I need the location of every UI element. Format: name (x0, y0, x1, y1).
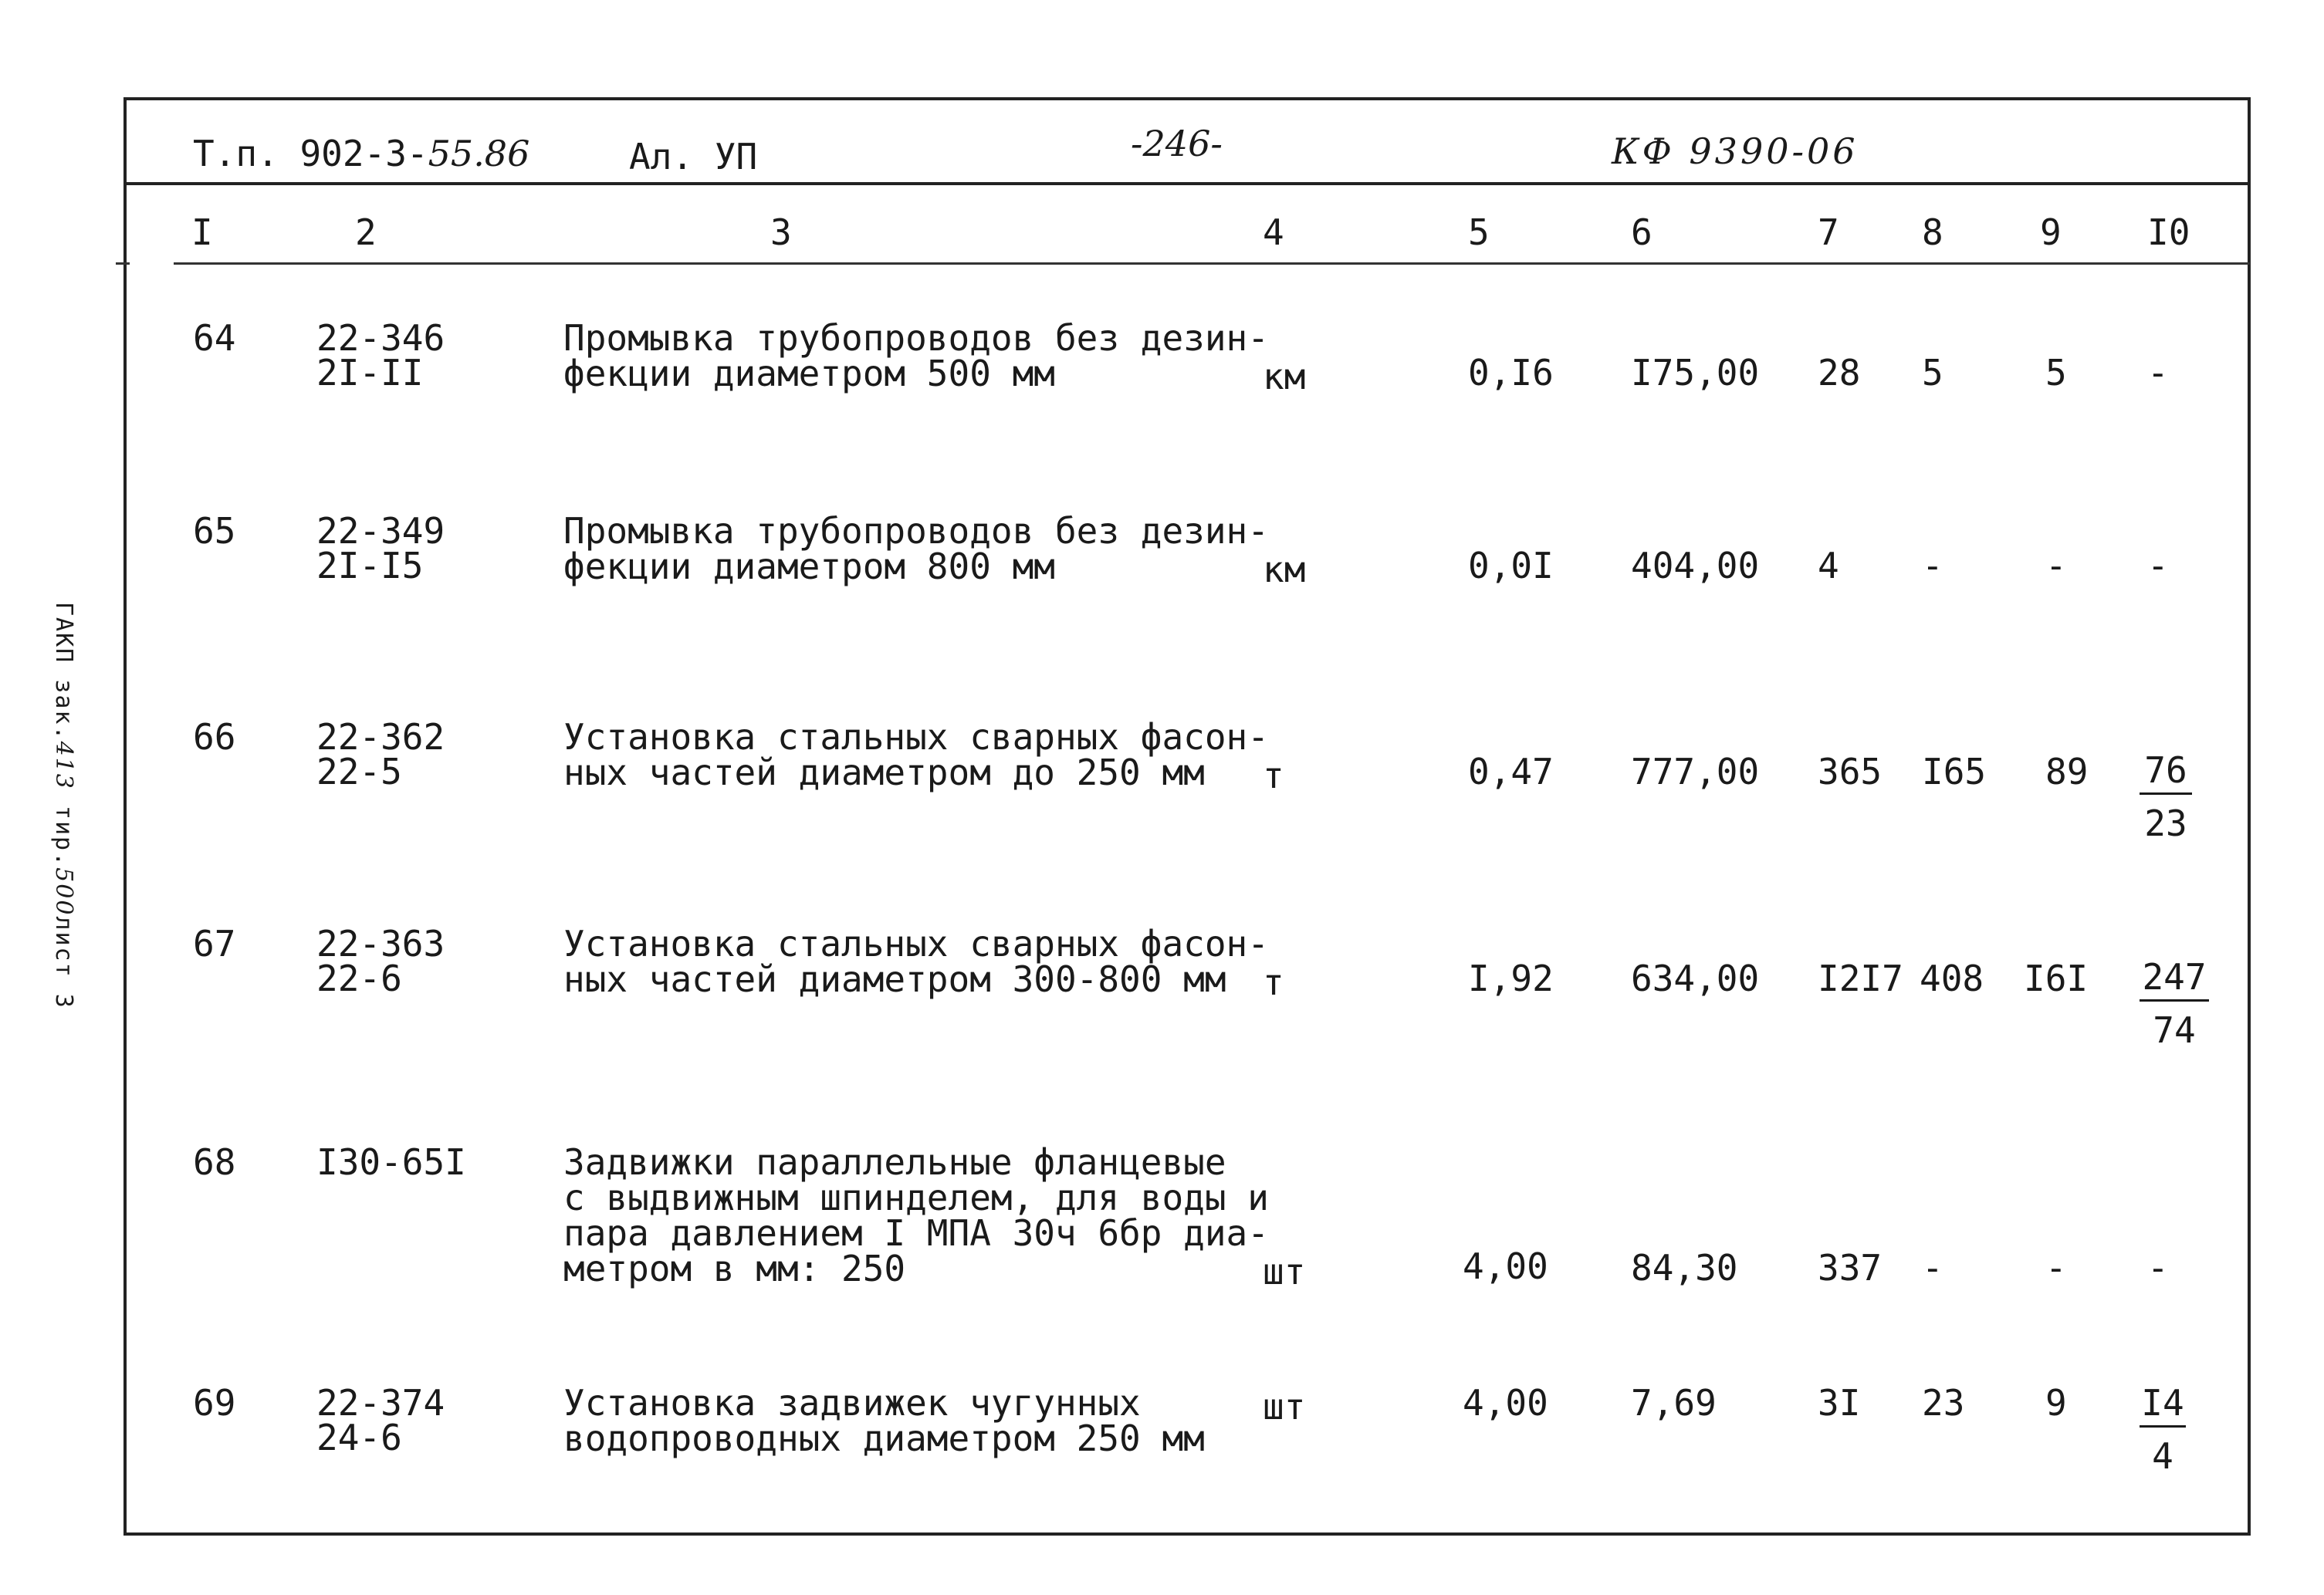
total-cost: 3I (1818, 1382, 1861, 1424)
norm-code: 22-362 (316, 716, 445, 758)
header-tp-label: Т.п. (193, 133, 279, 174)
total-cost: 337 (1818, 1247, 1883, 1289)
fraction-denominator: 23 (2144, 803, 2187, 844)
header-tp-number-hand: 55.86 (428, 133, 530, 174)
header-album: Ал. УП (629, 136, 758, 177)
column-header-10: I0 (2147, 211, 2190, 253)
quantity: 4,00 (1463, 1382, 1548, 1424)
description-line: метром в мм: 250 (563, 1248, 906, 1289)
unit: шт (1263, 1251, 1306, 1293)
unit-price: 404,00 (1631, 545, 1760, 586)
column-9-value: 9 (2045, 1382, 2067, 1424)
description-line: Установка стальных сварных фасон- (563, 923, 1269, 965)
unit: км (1263, 356, 1306, 397)
fraction-numerator: I4 (2140, 1385, 2186, 1428)
unit: т (1263, 755, 1284, 796)
price-code: 2I-II (316, 352, 424, 394)
description-line: ных частей диаметром 300-800 мм (563, 958, 1226, 1000)
column-header-3: 3 (770, 211, 792, 253)
column-header-4: 4 (1263, 211, 1284, 253)
norm-code: 22-363 (316, 923, 445, 965)
total-cost: 28 (1818, 352, 1861, 394)
norm-code: 22-374 (316, 1382, 445, 1424)
side-note-prefix: ГАКП зак. (50, 602, 77, 742)
norm-code: 22-346 (316, 317, 445, 359)
fraction-numerator: 76 (2140, 752, 2192, 795)
column-header-7: 7 (1818, 211, 1839, 253)
column-8-value: 408 (1920, 958, 1984, 999)
column-header-divider (174, 262, 2250, 265)
row-number: 68 (193, 1141, 236, 1183)
side-note-mid: тир. (50, 789, 77, 868)
unit: шт (1263, 1386, 1306, 1428)
side-note-run: 500 (50, 867, 77, 917)
fraction-denominator: 74 (2153, 1009, 2196, 1051)
unit: км (1263, 549, 1306, 590)
total-cost: I2I7 (1818, 958, 1903, 999)
page-frame (123, 97, 2251, 1536)
row-number: 66 (193, 716, 236, 758)
side-note-order: 413 (50, 741, 77, 790)
price-code: 22-6 (316, 958, 402, 999)
work-description (563, 317, 1269, 394)
quantity: 0,I6 (1468, 352, 1554, 394)
column-9-value: 89 (2045, 751, 2089, 792)
row-number: 67 (193, 923, 236, 965)
header-tp (193, 133, 530, 174)
unit-price: 84,30 (1631, 1247, 1738, 1289)
work-description (563, 716, 1269, 793)
norm-code: 22-349 (316, 510, 445, 552)
column-header-9: 9 (2040, 211, 2062, 253)
description-line: Задвижки параллельные фланцевые (563, 1141, 1226, 1183)
column-8-value: - (1922, 1247, 1943, 1289)
column-8-value: - (1922, 545, 1943, 586)
unit-price: 777,00 (1631, 751, 1760, 792)
row-number: 64 (193, 317, 236, 359)
work-description (563, 923, 1269, 1000)
document-code: КФ 9390-06 (1612, 130, 1859, 172)
description-line: фекции диаметром 800 мм (563, 546, 1055, 587)
header-tp-number: 902-3- (299, 133, 428, 174)
unit-price: 7,69 (1631, 1382, 1717, 1424)
description-line: ных частей диаметром до 250 мм (563, 752, 1205, 793)
total-cost: 365 (1818, 751, 1883, 792)
column-header-6: 6 (1631, 211, 1653, 253)
description-line: Промывка трубопроводов без дезин- (563, 317, 1269, 359)
row-number: 69 (193, 1382, 236, 1424)
side-note-suffix: лист 3 (50, 916, 77, 1009)
column-header-8: 8 (1922, 211, 1943, 253)
quantity: 4,00 (1463, 1245, 1548, 1287)
price-code: 2I-I5 (316, 545, 424, 586)
column-header-5: 5 (1468, 211, 1490, 253)
column-9-value: 5 (2045, 352, 2067, 394)
description-line: с выдвижным шпинделем, для воды и (563, 1177, 1269, 1218)
norm-code: I30-65I (316, 1141, 466, 1183)
price-code: 24-6 (316, 1417, 402, 1458)
column-10-fraction (2140, 749, 2192, 844)
description-line: пара давлением I МПА 30ч 6бр диа- (563, 1212, 1269, 1254)
quantity: 0,0I (1468, 545, 1554, 586)
total-cost: 4 (1818, 545, 1839, 586)
work-description (563, 510, 1269, 587)
page-number: -246- (1131, 123, 1223, 164)
fraction-denominator: 4 (2152, 1435, 2173, 1477)
column-9-value: - (2045, 545, 2067, 586)
work-description (563, 1141, 1269, 1289)
fraction-numerator: 247 (2140, 959, 2209, 1002)
column-9-value: - (2045, 1247, 2067, 1289)
side-print-note (31, 602, 77, 1080)
column-header-2: 2 (355, 211, 377, 253)
description-line: фекции диаметром 500 мм (563, 353, 1055, 394)
quantity: 0,47 (1468, 751, 1554, 792)
description-line: Установка стальных сварных фасон- (563, 716, 1269, 758)
column-header-1: I (191, 211, 213, 253)
column-8-value: 5 (1922, 352, 1943, 394)
column-8-value: 23 (1922, 1382, 1965, 1424)
column-10-value: - (2147, 352, 2169, 394)
unit-price: I75,00 (1631, 352, 1760, 394)
column-9-value: I6I (2024, 958, 2089, 999)
price-code: 22-5 (316, 751, 402, 792)
column-10-fraction (2140, 956, 2209, 1051)
row-number: 65 (193, 510, 236, 552)
header-divider (123, 182, 2251, 185)
description-line: Промывка трубопроводов без дезин- (563, 510, 1269, 552)
unit-price: 634,00 (1631, 958, 1760, 999)
unit: т (1263, 961, 1284, 1003)
column-10-value: - (2147, 545, 2169, 586)
quantity: I,92 (1468, 958, 1554, 999)
description-line: Установка задвижек чугунных (563, 1382, 1141, 1424)
column-10-fraction (2140, 1382, 2186, 1477)
work-description (563, 1382, 1205, 1459)
column-10-value: - (2147, 1247, 2169, 1289)
column-8-value: I65 (1922, 751, 1987, 792)
margin-tick (116, 262, 130, 265)
description-line: водопроводных диаметром 250 мм (563, 1418, 1205, 1459)
